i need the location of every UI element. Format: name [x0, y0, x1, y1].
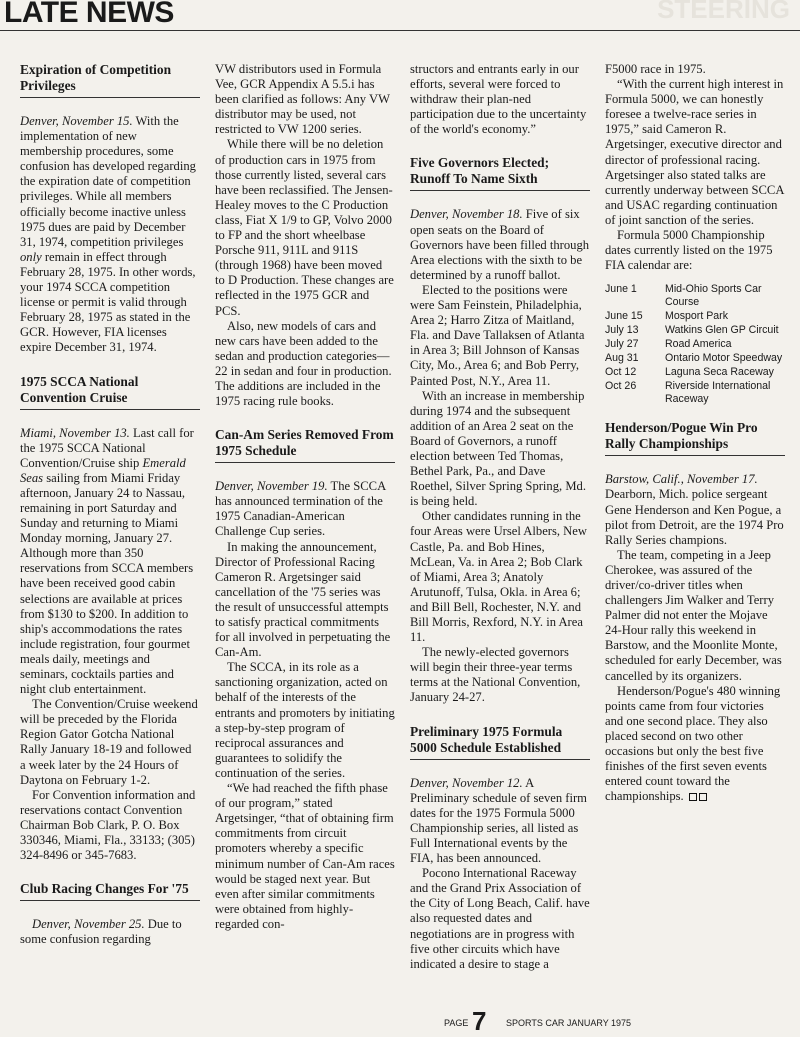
column-4	[605, 62, 785, 1012]
text: Last call for the 1975 SCCA National Convention/Cruise ship	[20, 425, 194, 470]
article-paragraph: F5000 race in 1975.	[605, 62, 706, 76]
article-headline: Henderson/Pogue Win Pro Rally Championships	[605, 420, 785, 456]
schedule-venue: Mosport Park	[665, 310, 728, 323]
article-paragraph: “We had reached the fifth phase of our program,” stated Argetsinger, “that of obtaining firm commitments from circuit promoters whereby a specific minimum number of Can-Am races would be staged next year. But even after similar commitments were obtained from highly-regarded con-	[215, 781, 395, 931]
article-paragraph: Elected to the positions were were Sam Feinstein, Philadelphia, Area 2; Harro Zitza of Maitland, Fla. and Dave Tallaksen of Atlanta in Area 3; Bill Johnson of Kansas City, Mo., Area 6; and Bob Perry, Painted Post, N.Y., Area 11.	[410, 282, 585, 388]
schedule-date: Oct 12	[605, 366, 637, 379]
article-paragraph	[605, 472, 785, 547]
text: A Preliminary schedule of seven firm dates for the 1975 Formula 5000 Championship series, all listed as Full International events by the FIA, has been announced.	[410, 775, 587, 866]
article-paragraph: structors and entrants early in our efforts, several were forced to withdraw their plan-ned participation due to the uncertainty of the world's economy.”	[410, 62, 587, 137]
dateline: Denver, November 25.	[32, 917, 145, 932]
schedule-row	[605, 352, 785, 365]
article-paragraph: Other candidates running in the four Areas were Ursel Albers, New Castle, Pa. and Bob Hines, McLean, Va. in Area 2; Bob Clark of Miami, Area 3; Anatoly Arutunoff, Tulsa, Okla. in Area 6; and Bill Bell, Rochester, N.Y. and Bill Morris, Rexford, N.Y. in Area 11.	[410, 509, 587, 645]
schedule-venue: Mid-Ohio Sports Car Course	[665, 283, 762, 309]
schedule-row	[605, 338, 785, 351]
article-paragraph	[605, 684, 785, 805]
article-paragraph: The team, competing in a Jeep Cherokee, was assured of the driver/co-driver titles when challengers Jim Walker and Terry Palmer did not enter the Mojave 24-Hour rally this weekend in Barstow, and the Moonlite Monte, scheduled for early December, was cancelled by its organizers.	[605, 547, 782, 683]
dateline: Denver, November 18.	[410, 207, 523, 222]
schedule-row	[605, 380, 785, 406]
text: remain in effect through February 28, 1975. In other words, your 1974 SCCA competition license or permit is valid through February 28, 1975 as stated in the GCR. However, FIA licenses expire December 31, 1974.	[20, 249, 196, 355]
text: Due to some confusion regarding	[20, 917, 182, 947]
text: With the implementation of new membership procedures, some confusion has developed regarding the expiration date of competition privileges. While all members officially become inactive unless 1975 dues are paid by December 31, 1974, competition privileges	[20, 114, 196, 249]
magazine-issue: SPORTS CAR JANUARY 1975	[506, 1018, 632, 1028]
schedule-venue: Watkins Glen GP Circuit	[665, 324, 779, 337]
emphasis: only	[20, 249, 42, 264]
article-paragraph: “With the current high interest in Formula 5000, we can honestly foresee a twelve-race series in 1975,” said Cameron R. Argetsinger, executive director and director of professional racing. Argetsinger also stated talks are currently underway between SCCA and USAC regarding continuation of joint sanction of the series.	[605, 77, 784, 227]
article-paragraph	[410, 207, 590, 282]
article-headline: Expiration of Competition Privileges	[20, 62, 200, 98]
article-paragraph: Formula 5000 Championship dates currently listed on the 1975 FIA calendar are:	[605, 228, 773, 273]
ship-name: Emerald Seas	[20, 455, 186, 485]
section-title: LATE NEWS	[4, 0, 174, 29]
column-2	[215, 62, 395, 1012]
schedule-date: July 27	[605, 338, 639, 351]
article-headline: 1975 SCCA National Convention Cruise	[20, 374, 200, 410]
column-1	[20, 62, 200, 1012]
dateline: Denver, November 19.	[215, 479, 328, 494]
page-label: PAGE	[444, 1018, 469, 1028]
text: Henderson/Pogue's 480 winning points came from four victories and one second place. They also placed second on two other occasions but only the best five finishes of the first seven events entered count toward the championships.	[605, 683, 781, 804]
dateline: Denver, November 15.	[20, 114, 133, 128]
column-3	[410, 62, 590, 1012]
schedule-date: June 15	[605, 310, 643, 323]
article-headline: Five Governors Elected; Runoff To Name Sixth	[410, 155, 590, 191]
article-paragraph	[20, 114, 200, 356]
article-paragraph: With an increase in membership during 1974 and the subsequent addition of an Area 2 seat on the Board of Governors, a runoff election between Ted Thomas, Bethel Park, Pa., and Dave Roethel, Silver Spring Spring, Md. is being held.	[410, 388, 586, 509]
page-number: 7	[472, 1006, 487, 1036]
dateline: Miami, November 13.	[20, 425, 130, 440]
dateline: Denver, November 12.	[410, 775, 523, 790]
schedule-venue: Riverside International Raceway	[665, 380, 771, 406]
article-paragraph: Also, new models of cars and new cars have been added to the sedan and production categories—22 in sedan and four in production. The additions are included in the 1975 racing rule books.	[215, 318, 392, 409]
article-paragraph	[215, 479, 395, 539]
text: Five of six open seats on the Board of Governors have been filled through Area elections with the sixth to be determined by a runoff ballot.	[410, 207, 590, 282]
schedule-venue: Ontario Motor Speedway	[665, 352, 783, 365]
article-paragraph	[20, 426, 200, 698]
schedule-row	[605, 324, 785, 337]
end-mark-icon	[689, 793, 697, 801]
f5000-schedule-table	[605, 283, 785, 406]
schedule-date: Oct 26	[605, 380, 637, 393]
article-paragraph: The newly-elected governors will begin their three-year terms terms at the National Convention, January 24-27.	[410, 645, 581, 705]
schedule-date: July 13	[605, 324, 639, 337]
schedule-venue: Laguna Seca Raceway	[665, 366, 774, 379]
dateline: Barstow, Calif., November 17.	[605, 472, 758, 487]
article-headline: Preliminary 1975 Formula 5000 Schedule Established	[410, 724, 590, 760]
schedule-row	[605, 310, 785, 323]
masthead	[0, 0, 800, 31]
article-paragraph	[20, 917, 200, 947]
text: Dearborn, Mich. police sergeant Gene Henderson and Ken Pogue, a pilot from Detroit, are the 1974 Pro Rally Series champions.	[605, 487, 784, 547]
end-mark-icon	[699, 793, 707, 801]
article-headline: Club Racing Changes For '75	[20, 881, 200, 901]
schedule-row	[605, 366, 785, 379]
schedule-date: June 1	[605, 283, 637, 296]
article-paragraph: The Convention/Cruise weekend will be preceded by the Florida Region Gator Gotcha National Rally January 18-19 and followed a week later by the 24 Hours of Daytona on February 1-2.	[20, 697, 198, 787]
article-paragraph	[410, 776, 590, 867]
article-paragraph: For Convention information and reservations contact Convention Chairman Bob Clark, P. O. Box 330346, Miami, Fla., 33133; (305) 324-8496 or 345-7683.	[20, 787, 196, 863]
bleed-through-text: STEERING	[657, 0, 790, 24]
article-paragraph: VW distributors used in Formula Vee, GCR Appendix A 5.5.i has been clarified as follows: Any VW distributor may be used, not restricted to VW 1200 series.	[215, 62, 390, 137]
article-paragraph: While there will be no deletion of production cars in 1975 from those currently listed, several cars have been reclassified. The Jensen-Healey moves to the C Production class, Fiat X 1/9 to GP, Volvo 2000 to FP and the short wheelbase Porsche 911, 911L and 911S (through 1968) have been moved to D Production. These changes are reflected in the 1975 GCR and PCS.	[215, 137, 394, 318]
schedule-venue: Road America	[665, 338, 732, 351]
article-paragraph: In making the announcement, Director of Professional Racing Cameron R. Argetsinger said cancellation of the '75 series was the result of unsuccessful attempts to satisfy practical commitments for all involved in perpetuating the Can-Am.	[215, 539, 391, 660]
article-paragraph: The SCCA, in its role as a sanctioning organization, acted on behalf of the interests of the entrants and promoters by initiating a step-by-step program of reciprocal assurances and guarantees to solidify the continuation of the series.	[215, 660, 395, 780]
text: The SCCA has announced termination of the 1975 Canadian-American Challenge Cup series.	[215, 479, 386, 539]
schedule-row	[605, 283, 785, 309]
schedule-date: Aug 31	[605, 352, 639, 365]
text: sailing from Miami Friday afternoon, January 24 to Nassau, remaining in port Saturday and Sunday and returning to Miami Monday morning, January 27. Although more than 350 reservations from SCCA members have been received good cabin selections are available at prices from $130 to $200. In addition to ship's accommodations the rates include registration, four gourmet meals daily, meetings and seminars, cocktails parties and night club entertainment.	[20, 470, 194, 697]
article-paragraph: Pocono International Raceway and the Grand Prix Association of the City of Long Beach, Calif. have also requested dates and negotiations are in progress with five other circuits which have indicated a desire to stage a	[410, 866, 590, 971]
page-footer	[0, 1006, 800, 1036]
article-headline: Can-Am Series Removed From 1975 Schedule	[215, 427, 395, 463]
